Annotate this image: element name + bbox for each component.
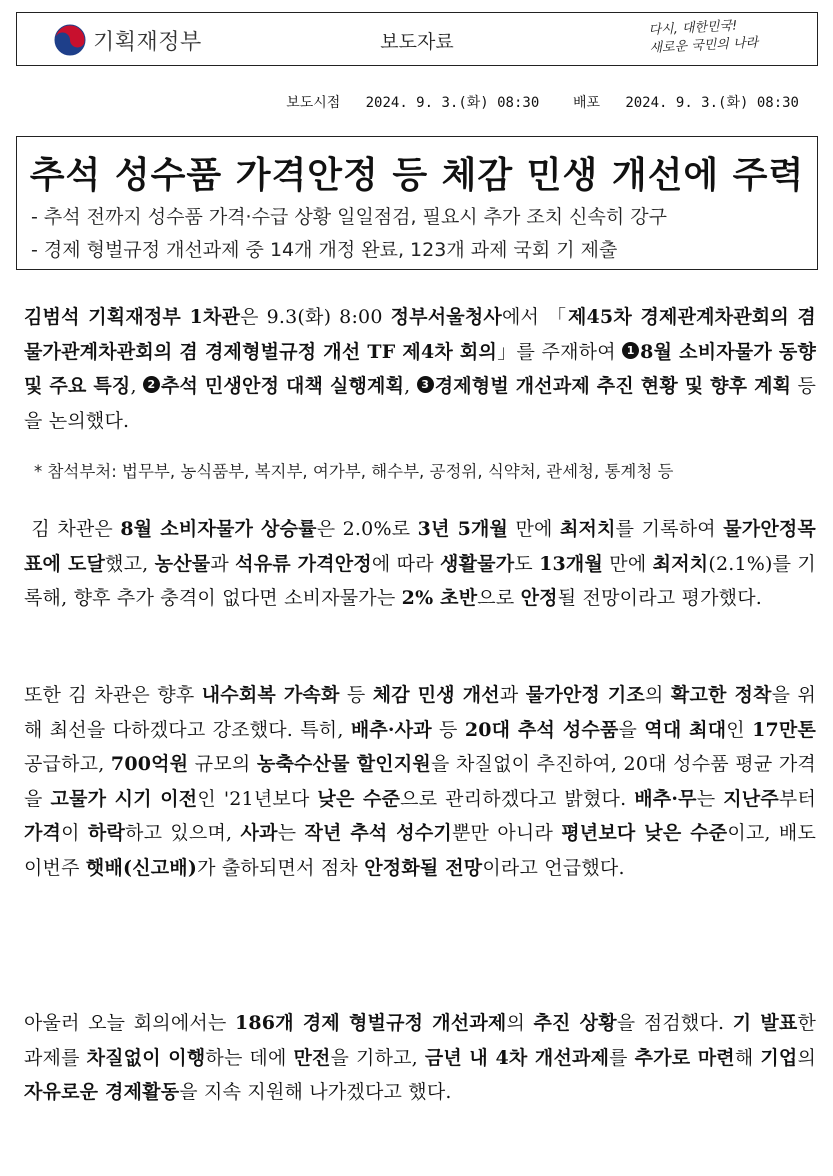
- release-schedule: 보도시점 2024. 9. 3.(화) 08:30 배포 2024. 9. 3.(화) 08:30: [286, 95, 799, 111]
- subheadline-2: - 경제 형벌규정 개선과제 중 14개 개정 완료, 123개 과제 국회 기 제출: [31, 239, 618, 261]
- text: 인: [726, 718, 753, 741]
- text: 하고 있으며,: [125, 822, 241, 844]
- bold-text: 금년 내 4차 개선과제: [424, 1046, 610, 1069]
- bold-text: 안정화될 전망: [364, 856, 483, 879]
- text: 규모의: [188, 753, 257, 775]
- text: 를: [609, 1046, 635, 1069]
- text: 으로: [477, 587, 521, 609]
- text: 가 출하되면서 점차: [197, 856, 365, 879]
- text: 의: [506, 1012, 534, 1034]
- bold-text: 13개월: [539, 552, 604, 575]
- bold-text: 차질없이 이행: [86, 1046, 206, 1069]
- text: 한 과제를: [24, 1012, 816, 1069]
- bold-text: 사과: [240, 822, 278, 844]
- bold-text: 김범석 기획재정부 1차관: [24, 306, 241, 328]
- text: 과: [499, 684, 526, 706]
- bold-text: 고물가 시기 이전: [50, 787, 198, 810]
- bold-text: 8월 소비자물가 동향 및 주요 특징: [24, 340, 817, 397]
- text: 을 지속 지원해 나가겠다고 했다.: [179, 1081, 452, 1103]
- bold-text: 배추·사과: [350, 718, 432, 741]
- bold-text: 석유류 가격안정: [235, 552, 372, 575]
- text: 에서 「: [501, 306, 568, 328]
- bold-text: 추석 민생안정 대책 실행계획: [160, 375, 405, 397]
- bold-text: 내수회복 가속화: [201, 684, 340, 706]
- bold-text: 물가안정목표에 도달: [24, 518, 816, 575]
- title-box: [16, 136, 818, 270]
- bold-text: 3년 5개월: [417, 518, 509, 540]
- ministry-name: 기획재정부: [93, 29, 202, 55]
- text: 과: [210, 552, 236, 575]
- bold-text: 생활물가: [440, 552, 515, 575]
- bold-text: 낮은 수준: [317, 787, 401, 810]
- circled-number-3: 3: [417, 376, 434, 393]
- bold-text: 경제형벌 개선과제 추진 현황 및 향후 계획: [434, 375, 792, 397]
- slogan-line-1: 다시, 대한민국!: [648, 18, 738, 39]
- text: 는: [696, 787, 724, 810]
- bold-text: 안정: [520, 587, 558, 609]
- text: 해: [734, 1046, 761, 1069]
- text: ,: [130, 375, 143, 397]
- text: 를 기록하여: [615, 518, 724, 540]
- bold-text: 확고한 정착: [670, 684, 772, 706]
- bold-text: 햇배(신고배): [85, 856, 198, 879]
- bold-text: 작년 추석 성수기: [304, 822, 452, 844]
- text: 은 9.3(화) 8:00: [240, 306, 391, 328]
- text: 을 차질없이 추진하여, 20대 성수품 평균 가격을: [24, 753, 816, 810]
- bold-text: 자유로운 경제활동: [24, 1081, 180, 1103]
- text: 의: [645, 684, 671, 706]
- text: 만에: [603, 552, 653, 575]
- bold-text: 정부서울청사: [390, 306, 502, 328]
- text: 될 전망이라고 평가했다.: [557, 587, 762, 609]
- text: 김 차관은: [31, 518, 121, 540]
- circled-number-1: 1: [622, 342, 639, 359]
- text: 」를 주재하여: [497, 340, 623, 363]
- bold-text: 지난주: [723, 787, 779, 810]
- text: (2.1%)를 기록해, 향후 추가 충격이 없다면 소비자물가는: [24, 552, 816, 609]
- circled-number-2: 2: [143, 376, 160, 393]
- text: 도: [514, 552, 540, 575]
- slogan-line-2: 새로운 국민의 나라: [649, 35, 759, 57]
- bold-text: 700억원: [110, 753, 189, 775]
- text: 의: [797, 1046, 817, 1069]
- bold-text: 평년보다 낮은 수준: [561, 822, 728, 844]
- text: 이: [61, 822, 88, 844]
- text: 부터: [778, 787, 816, 810]
- paragraph-cpi-assessment: [24, 512, 816, 616]
- paragraph-meeting-overview: [24, 300, 816, 438]
- text: 했고,: [105, 552, 155, 575]
- bold-text: 제45차 경제관계차관회의 겸 물가관계차관회의 겸 경제형벌규정 개선 TF 제4차 회의: [24, 306, 816, 363]
- bold-text: 역대 최대: [644, 718, 727, 741]
- attending-ministries-note: * 참석부처: 법무부, 농식품부, 복지부, 여가부, 해수부, 공정위, 식약처, 관세청, 통계청 등: [34, 462, 674, 481]
- bold-text: 물가안정 기조: [525, 684, 645, 706]
- text: ,: [404, 375, 417, 397]
- text: 을 기하고,: [330, 1046, 425, 1069]
- paragraph-chuseok-supply: [24, 678, 816, 885]
- text: 는: [277, 822, 305, 844]
- text: 하는 데에: [205, 1046, 294, 1069]
- bold-text: 17만톤: [752, 718, 817, 741]
- text: 을: [618, 718, 645, 741]
- bold-text: 농산물: [154, 552, 211, 575]
- text: 으로 관리하겠다고 밝혔다.: [400, 787, 635, 810]
- text: 을 점검했다.: [616, 1012, 733, 1034]
- text: 인 '21년보다: [197, 787, 318, 810]
- document-type: 보도자료: [380, 31, 454, 53]
- subheadline-1: - 추석 전까지 성수품 가격·수급 상황 일일점검, 필요시 추가 조치 신속히 강구: [31, 206, 667, 228]
- bold-text: 만전: [293, 1046, 331, 1069]
- bold-text: 가격: [24, 822, 62, 844]
- bold-text: 8월 소비자물가 상승률: [120, 518, 317, 540]
- paragraph-penalty-reform: [24, 1006, 816, 1110]
- bold-text: 기업: [760, 1046, 798, 1069]
- bold-text: 186개 경제 형벌규정 개선과제: [234, 1012, 507, 1034]
- bold-text: 배추·무: [634, 787, 697, 810]
- text: 또한 김 차관은 향후: [24, 684, 202, 706]
- bold-text: 최저치: [560, 518, 616, 540]
- text: 뿐만 아니라: [451, 822, 562, 844]
- bold-text: 추진 상황: [533, 1012, 617, 1034]
- bold-text: 2% 초반: [401, 587, 478, 609]
- bold-text: 농축수산물 할인지원: [256, 753, 431, 775]
- text: 에 따라: [371, 552, 441, 575]
- text: 등을 논의했다.: [24, 375, 817, 432]
- text: 등: [431, 718, 465, 741]
- text: 공급하고,: [24, 753, 111, 775]
- bold-text: 추가로 마련: [634, 1046, 735, 1069]
- header-box: [16, 12, 818, 66]
- bold-text: 체감 민생 개선: [372, 684, 500, 706]
- bold-text: 하락: [87, 822, 126, 844]
- headline: 추석 성수품 가격안정 등 체감 민생 개선에 주력: [29, 155, 805, 196]
- bold-text: 기 발표: [732, 1012, 798, 1034]
- text: 은 2.0%로: [316, 518, 418, 540]
- bold-text: 최저치: [652, 552, 709, 575]
- text: 만에: [508, 518, 560, 540]
- text: 을 위해 최선을 다하겠다고 강조했다. 특히,: [24, 684, 816, 741]
- text: 등: [339, 684, 373, 706]
- text: 이고, 배도 이번주: [24, 822, 817, 879]
- slogan-logo: [648, 16, 770, 58]
- text: 이라고 언급했다.: [482, 856, 625, 879]
- text: 아울러 오늘 회의에서는: [24, 1012, 235, 1034]
- bold-text: 20대 추석 성수품: [464, 718, 619, 741]
